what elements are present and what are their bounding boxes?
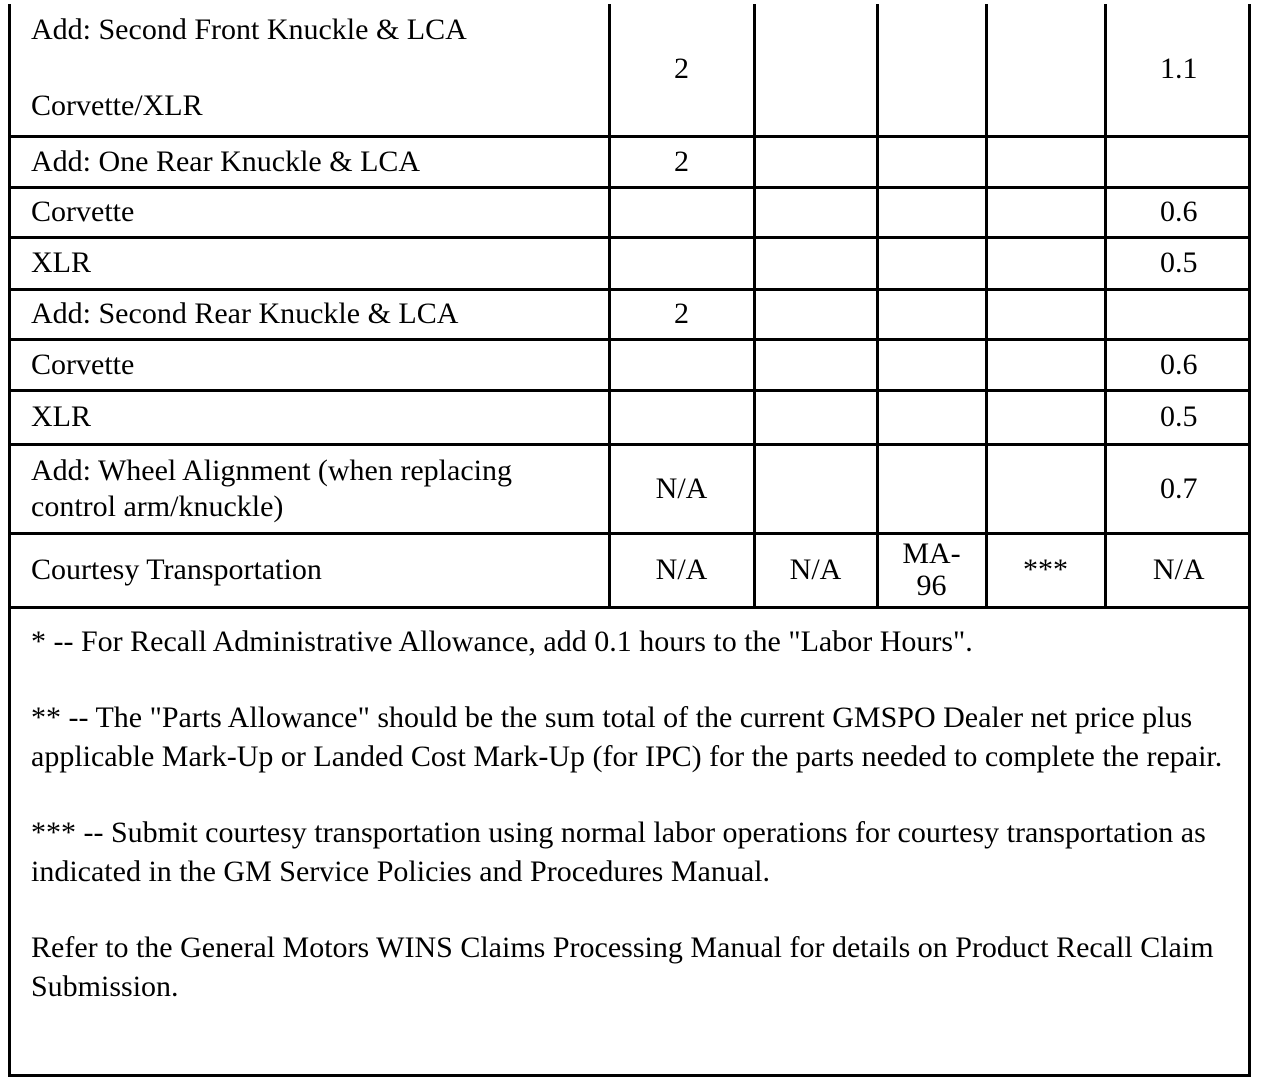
parts-qty-cell (609, 339, 754, 390)
cell-col-3 (754, 444, 877, 533)
cell-col-5 (986, 187, 1105, 237)
table-row (11, 136, 1251, 187)
parts-qty-cell (609, 390, 754, 444)
cell-col-3 (754, 237, 877, 289)
cell-col-5: *** (986, 533, 1105, 607)
table-row (11, 444, 1251, 533)
parts-qty-cell: 2 (609, 289, 754, 339)
cell-col-3 (754, 136, 877, 187)
labor-parts-table (11, 4, 1251, 609)
footnote-claims-manual: Refer to the General Motors WINS Claims Processing Manual for details on Product Recall Claim Submission. (31, 931, 1214, 1003)
table-row (11, 390, 1251, 444)
labor-hours-cell (1105, 289, 1251, 339)
row-description (11, 444, 609, 533)
labor-hours-cell: 0.5 (1105, 237, 1251, 289)
cell-col-5 (986, 289, 1105, 339)
parts-qty-cell (609, 237, 754, 289)
cell-col-4 (877, 4, 986, 136)
parts-qty-cell: 2 (609, 136, 754, 187)
table-row (11, 237, 1251, 289)
cell-col-3 (754, 390, 877, 444)
labor-hours-cell: 0.6 (1105, 187, 1251, 237)
parts-qty-cell: N/A (609, 533, 754, 607)
cell-col-3: N/A (754, 533, 877, 607)
labor-hours-cell: N/A (1105, 533, 1251, 607)
footnote-courtesy-transportation: *** -- Submit courtesy transportation using normal labor operations for courtesy transportation as indicated in the GM Service Policies and Procedures Manual. (31, 816, 1206, 888)
description-line: Add: Second Front Knuckle & LCA (31, 13, 467, 46)
footnotes (31, 622, 1241, 1043)
labor-operation-line: MA- (902, 537, 961, 570)
footnote-admin-allowance: * -- For Recall Administrative Allowance, add 0.1 hours to the "Labor Hours". (31, 625, 973, 658)
description-line: Add: Wheel Alignment (when replacing (31, 453, 512, 487)
labor-hours-cell: 0.5 (1105, 390, 1251, 444)
row-description: Courtesy Transportation (11, 533, 609, 607)
labor-operation-line: 96 (916, 569, 947, 602)
cell-col-5 (986, 136, 1105, 187)
row-description: Add: One Rear Knuckle & LCA (11, 136, 609, 187)
footnote-parts-allowance: ** -- The "Parts Allowance" should be the sum total of the current GMSPO Dealer net price plus applicable Mark-Up or Landed Cost Mark-Up (for IPC) for the parts needed to complete the repair. (31, 701, 1223, 773)
table-row (11, 4, 1251, 136)
cell-col-3 (754, 187, 877, 237)
row-description: XLR (11, 390, 609, 444)
labor-hours-cell: 1.1 (1105, 4, 1251, 136)
cell-col-4 (877, 136, 986, 187)
parts-qty-cell: 2 (609, 4, 754, 136)
cell-col-5 (986, 390, 1105, 444)
parts-qty-cell (609, 187, 754, 237)
description-line: control arm/knuckle) (31, 489, 284, 523)
description-line: Corvette/XLR (31, 89, 203, 122)
labor-hours-cell (1105, 136, 1251, 187)
cell-col-3 (754, 4, 877, 136)
cell-col-3 (754, 289, 877, 339)
cell-col-4 (877, 390, 986, 444)
table-row (11, 187, 1251, 237)
cell-col-5 (986, 237, 1105, 289)
cell-col-4 (877, 187, 986, 237)
row-description: XLR (11, 237, 609, 289)
table-row (11, 533, 1251, 607)
labor-hours-cell: 0.7 (1105, 444, 1251, 533)
row-description: Add: Second Rear Knuckle & LCA (11, 289, 609, 339)
table-row (11, 339, 1251, 390)
labor-operation-cell (877, 533, 986, 607)
parts-qty-cell: N/A (609, 444, 754, 533)
row-description: Corvette (11, 339, 609, 390)
cell-col-4 (877, 444, 986, 533)
cell-col-5 (986, 339, 1105, 390)
labor-hours-cell: 0.6 (1105, 339, 1251, 390)
cell-col-5 (986, 444, 1105, 533)
cell-col-4 (877, 237, 986, 289)
row-description: Corvette (11, 187, 609, 237)
cell-col-5 (986, 4, 1105, 136)
cell-col-4 (877, 339, 986, 390)
cell-col-3 (754, 339, 877, 390)
table-row (11, 289, 1251, 339)
row-description (11, 4, 609, 136)
cell-col-4 (877, 289, 986, 339)
recall-document (8, 4, 1251, 1077)
